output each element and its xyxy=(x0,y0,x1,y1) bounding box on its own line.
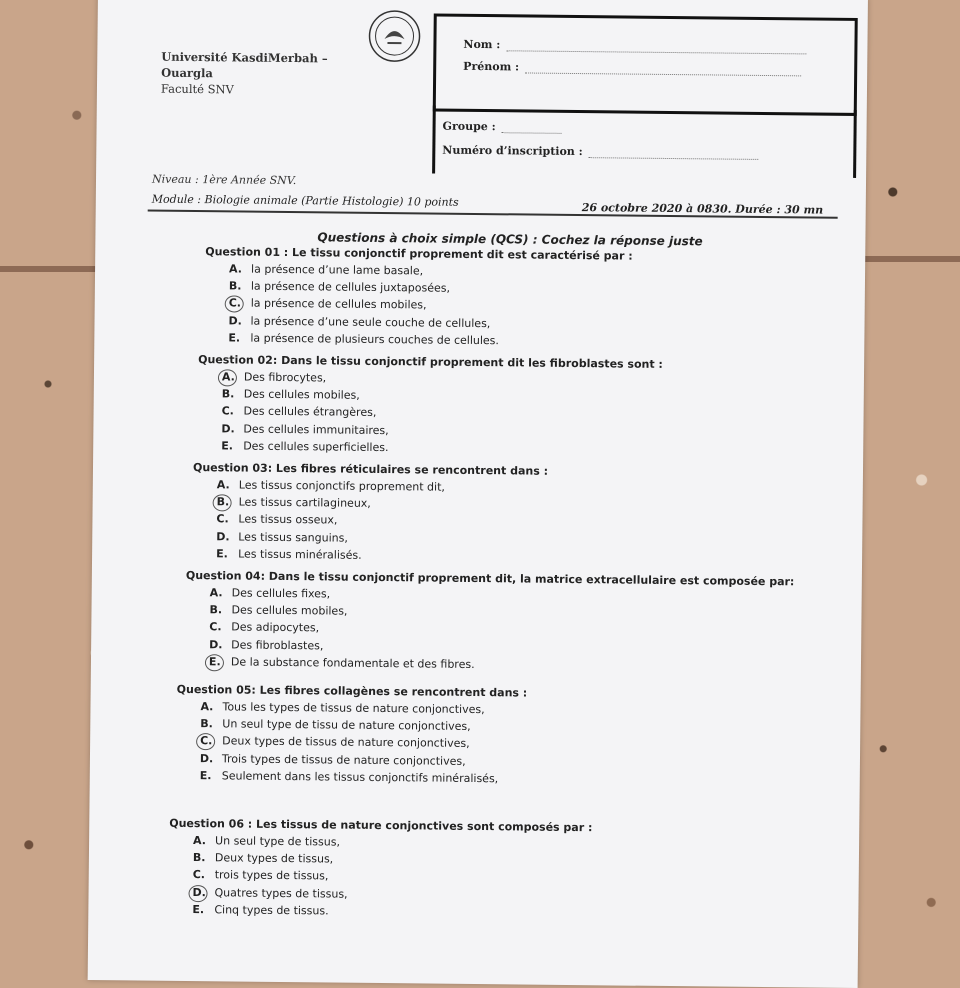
university-seal-icon xyxy=(367,9,422,64)
answer-option[interactable]: C. Des cellules étrangères, xyxy=(221,404,377,420)
exam-title: Questions à choix simple (QCS) : Cochez la réponse juste xyxy=(317,230,703,249)
answer-option[interactable]: A. Des fibrocytes, xyxy=(198,368,663,390)
answer-option[interactable]: A. Un seul type de tissus, xyxy=(193,834,341,849)
answer-option[interactable]: D. Des fibroblastes, xyxy=(209,637,324,653)
inscription-label: Numéro d’inscription : xyxy=(442,143,583,159)
answer-option[interactable]: D. Les tissus sanguins, xyxy=(216,529,348,545)
university-city: Ouargla xyxy=(161,65,213,81)
prenom-label: Prénom : xyxy=(463,59,520,74)
answer-option[interactable]: B. Des cellules mobiles, xyxy=(221,387,360,402)
answer-option[interactable]: B. Les tissus cartilagineux, xyxy=(193,493,548,514)
question-title: Question 05: Les fibres collagènes se rencontrent dans : xyxy=(176,682,528,700)
exam-sheet xyxy=(88,0,868,988)
answer-option[interactable]: B. Deux types de tissus, xyxy=(192,851,334,866)
answer-option[interactable]: A. Des cellules fixes, xyxy=(209,586,331,601)
answer-option[interactable]: C. la présence de cellules mobiles, xyxy=(205,295,633,317)
university-block xyxy=(161,49,328,99)
answer-option[interactable]: C. trois types de tissus, xyxy=(192,868,329,883)
answer-option[interactable]: E. la présence de plusieurs couches de cellules. xyxy=(228,331,500,348)
question-title: Question 06 : Les tissus de nature conjonctives sont composés par : xyxy=(169,816,593,835)
question-title: Question 03: Les fibres réticulaires se rencontrent dans : xyxy=(192,461,549,478)
answer-option[interactable]: E. Seulement dans les tissus conjonctifs minéralisés, xyxy=(199,768,499,786)
question-title: Question 02: Dans le tissu conjonctif proprement dit les fibroblastes sont : xyxy=(198,353,663,371)
answer-option[interactable]: E. Cinq types de tissus. xyxy=(192,902,329,918)
nom-label: Nom : xyxy=(463,37,501,52)
groupe-label: Groupe : xyxy=(442,119,496,134)
answer-option[interactable]: C. Des adipocytes, xyxy=(209,620,320,635)
answer-option[interactable]: B. Un seul type de tissu de nature conjonctives, xyxy=(200,717,471,734)
answer-option[interactable]: D. la présence d’une seule couche de cellules, xyxy=(228,313,491,330)
question-4 xyxy=(185,569,795,676)
faculty-name: Faculté SNV xyxy=(160,81,234,97)
answer-option[interactable]: E. Des cellules superficielles. xyxy=(221,439,389,454)
level-line: Niveau : 1ère Année SNV. xyxy=(151,172,297,188)
question-2 xyxy=(197,353,663,459)
answer-option[interactable]: D. Des cellules immunitaires, xyxy=(221,421,389,437)
floor-tile-joint xyxy=(860,256,960,262)
answer-option[interactable]: C. Les tissus osseux, xyxy=(216,512,338,527)
question-title: Question 04: Dans le tissu conjonctif proprement dit, la matrice extracellulaire est composée par: xyxy=(185,568,795,589)
question-title: Question 01 : Le tissu conjonctif proprement dit est caractérisé par : xyxy=(205,245,633,263)
answer-option[interactable]: A. Tous les types de tissus de nature conjonctives, xyxy=(200,700,485,717)
exam-date: 26 octobre 2020 à 0830. Durée : 30 mn xyxy=(581,201,824,217)
module-line: Module : Biologie animale (Partie Histologie) 10 points xyxy=(151,192,459,209)
question-3 xyxy=(192,461,548,566)
question-1 xyxy=(204,245,632,350)
university-name: Université KasdiMerbah – xyxy=(161,49,328,66)
answer-option[interactable]: D. Quatres types de tissus, xyxy=(168,883,591,905)
question-5 xyxy=(176,683,528,788)
answer-option[interactable]: D. Trois types de tissus de nature conjonctives, xyxy=(199,751,466,768)
identity-box-bottom xyxy=(432,106,857,178)
answer-option[interactable]: A. la présence d’une lame basale, xyxy=(229,262,424,278)
answer-option[interactable]: A. Les tissus conjonctifs proprement dit, xyxy=(216,478,446,494)
groupe-field[interactable] xyxy=(443,120,562,134)
question-6 xyxy=(168,817,592,922)
answer-option[interactable]: E. De la substance fondamentale et des fibres. xyxy=(185,653,794,677)
answer-option[interactable]: B. la présence de cellules juxtaposées, xyxy=(228,279,451,295)
answer-option[interactable]: E. Les tissus minéralisés. xyxy=(216,547,362,562)
answer-option[interactable]: B. Des cellules mobiles, xyxy=(209,603,348,618)
answer-option[interactable]: C. Deux types de tissus de nature conjonctives, xyxy=(176,732,527,753)
